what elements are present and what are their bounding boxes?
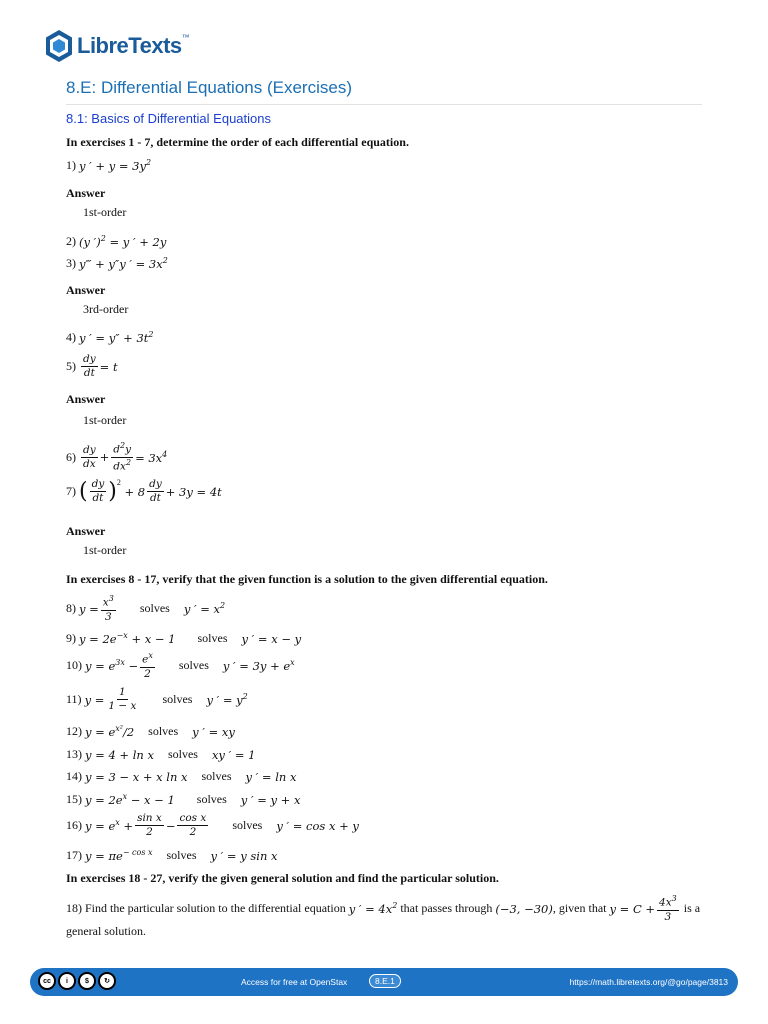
exercise-17: 17) $y = \pi e^{- cos x}$ solves y ′ = y sin x	[66, 848, 278, 863]
answer-7: 1st-order	[83, 543, 127, 557]
answer-label[interactable]: Answer	[66, 283, 106, 297]
section-title: 8.1: Basics of Differential Equations	[66, 111, 271, 126]
exercise-10: 10) $y = e^{3x}$ − $\frac{e^x}{2}$ solves y ′ = $3y + e^x$	[66, 651, 295, 680]
page-title: 8.E: Differential Equations (Exercises)	[66, 78, 702, 105]
exercise-18-continued: general solution.	[66, 924, 146, 938]
exercise-3: 3) y‴ + y″y ′ = $3x^2$	[66, 256, 168, 271]
exercise-14: 14) y = 3 − x + x ln x solves y ′ = ln x	[66, 769, 297, 784]
cc-icon: cc	[38, 972, 56, 990]
exercise-9: 9) $y = 2e^{-x} + x - 1$ solves y ′ = x − y	[66, 631, 302, 646]
exercise-8: 8) y = $\frac{x^3}{3}$ solves y ′ = $x^2$	[66, 594, 226, 623]
page-url-link[interactable]: https://math.libretexts.org/@go/page/3813	[569, 977, 728, 987]
exercise-4: 4) y ′ = $y'' + 3t^2$	[66, 330, 154, 345]
answer-5: 1st-order	[83, 413, 127, 427]
exercise-12: 12) $y = e^{x^2}/2$ solves y ′ = xy	[66, 724, 235, 739]
exercise-5: 5) $\frac{dy}{dt}$ = t	[66, 353, 118, 380]
libretexts-logo-icon[interactable]	[44, 29, 74, 63]
answer-3: 3rd-order	[83, 302, 129, 316]
page-number-badge: 8.E.1	[369, 974, 401, 988]
instruction-2: In exercises 8 - 17, verify that the given function is a solution to the given differential equation.	[66, 572, 548, 586]
exercise-11: 11) y = $\frac{1}{1 - x}$ solves y ′ = $y^2$	[66, 686, 248, 713]
nc-icon: $	[78, 972, 96, 990]
cc-license-icon[interactable]	[38, 972, 116, 990]
exercise-13: 13) y = 4 + ln x solves xy ′ = 1	[66, 747, 256, 762]
footer-bar	[30, 968, 738, 996]
exercise-6: 6) $\frac{dy}{dx}$ + $\frac{d^2y}{dx^2}$ = $3x^4$	[66, 441, 168, 473]
exercise-2: 2) (y ′)$^2$ = y ′ + 2y	[66, 234, 167, 249]
access-link[interactable]: Access for free at OpenStax	[241, 977, 348, 987]
instruction-1: In exercises 1 - 7, determine the order of each differential equation.	[66, 135, 409, 149]
exercise-18: 18) Find the particular solution to the differential equation y ′ = $4x^2$ that passes through (−3, −30) , given that y = C + $\frac{4x^3}{3}$ is a	[66, 894, 701, 923]
brand-name[interactable]: LibreTexts™	[77, 33, 190, 58]
answer-label[interactable]: Answer	[66, 392, 106, 406]
by-attribution-icon: i	[58, 972, 76, 990]
answer-label[interactable]: Answer	[66, 524, 106, 538]
sa-icon: ↻	[98, 972, 116, 990]
exercise-15: 15) $y = 2e^x - x - 1$ solves y ′ = y + x	[66, 792, 301, 807]
exercise-1: 1) y ′ + $y = 3y^2$	[66, 158, 152, 173]
exercise-16: 16) $y = e^x$ + $\frac{\text{sin x}}{2}$ − $\frac{\text{cos x}}{2}$ solves y ′ = cos x + y	[66, 812, 359, 839]
answer-1: 1st-order	[83, 205, 127, 219]
exercise-7: 7) ( $\frac{dy}{dt}$ ) 2 + 8 $\frac{dy}{dt}$ + 3y = 4t	[66, 478, 222, 505]
site-header	[44, 26, 189, 66]
answer-label[interactable]: Answer	[66, 186, 106, 200]
instruction-3: In exercises 18 - 27, verify the given general solution and find the particular solution.	[66, 871, 499, 885]
